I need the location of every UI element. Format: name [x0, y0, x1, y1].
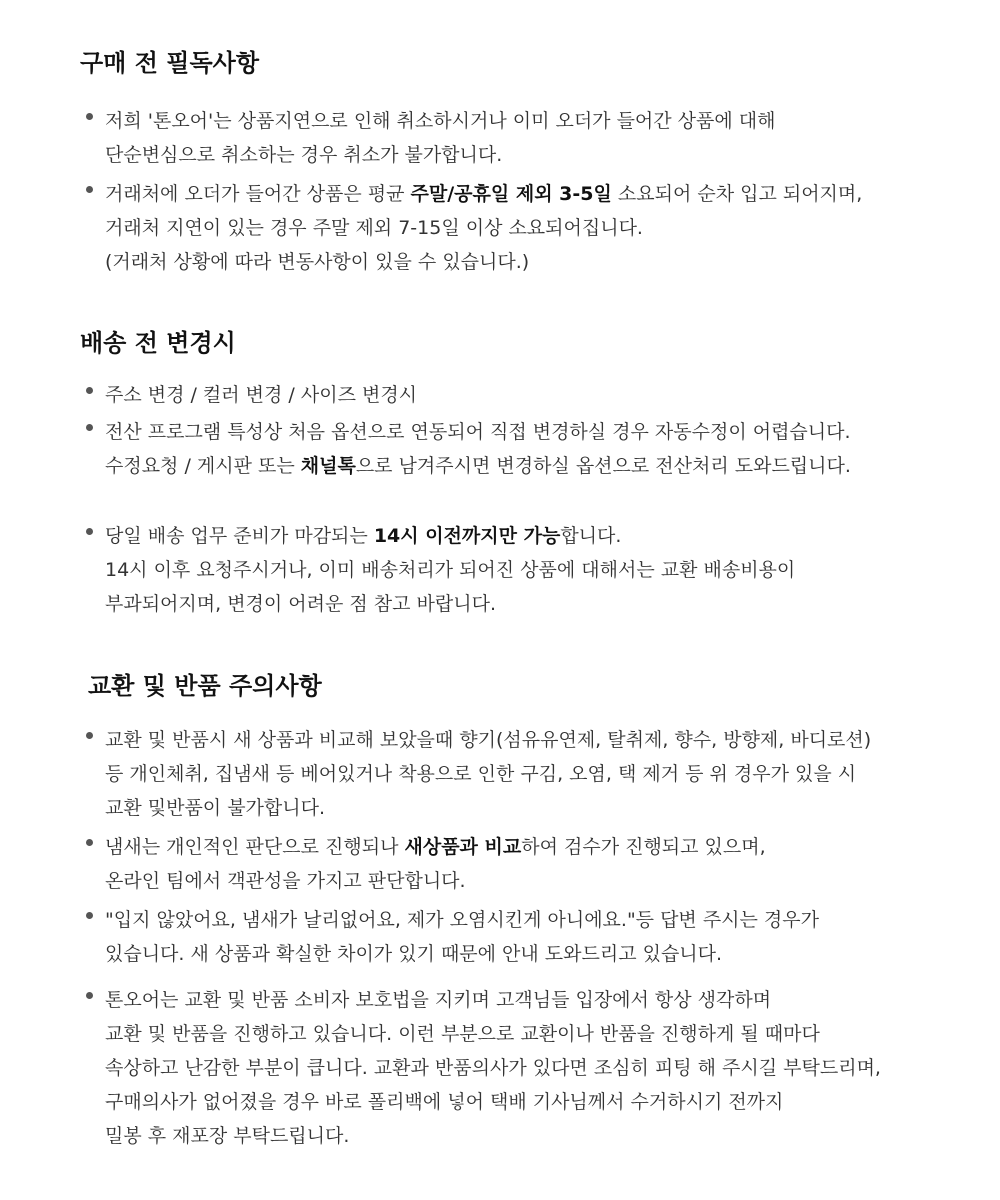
notice-line: (거래처 상황에 따라 변동사항이 있을 수 있습니다.)	[105, 251, 530, 273]
bullet-icon	[86, 732, 93, 739]
notice-line: 교환 및 반품시 새 상품과 비교해 보았을때 향기(섬유유연제, 탈취제, 향수, 방향제, 바디로션)	[105, 729, 872, 751]
notice-line: 교환 및반품이 불가합니다.	[105, 797, 326, 819]
section-heading-before-shipping: 배송 전 변경시	[80, 329, 236, 357]
bullet-icon	[86, 113, 93, 120]
bullet-icon	[86, 186, 93, 193]
notice-line: "입지 않았어요, 냄새가 날리없어요, 제가 오염시킨게 아니에요."등 답변 주시는 경우가	[105, 909, 819, 931]
notice-line: 밀봉 후 재포장 부탁드립니다.	[105, 1125, 350, 1147]
notice-line: 거래처 지연이 있는 경우 주말 제외 7-15일 이상 소요되어집니다.	[105, 217, 643, 239]
emphasis-text: 채널톡	[300, 455, 356, 477]
notice-line: 등 개인체취, 집냄새 등 베어있거나 착용으로 인한 구김, 오염, 택 제거 등 위 경우가 있을 시	[105, 763, 857, 785]
notice-line: 교환 및 반품을 진행하고 있습니다. 이런 부분으로 교환이나 반품을 진행하게 될 때마다	[105, 1023, 820, 1045]
notice-line: 거래처에 오더가 들어간 상품은 평균 주말/공휴일 제외 3-5일 소요되어 순차 입고 되어지며,	[105, 183, 863, 205]
emphasis-text: 14시 이전까지만 가능	[373, 525, 561, 547]
emphasis-text: 새상품과 비교	[404, 836, 522, 858]
bullet-icon	[86, 912, 93, 919]
bullet-icon	[86, 528, 93, 535]
notice-line: 구매의사가 없어졌을 경우 바로 폴리백에 넣어 택배 기사님께서 수거하시기 전까지	[105, 1091, 784, 1113]
section-heading-exchange-return: 교환 및 반품 주의사항	[88, 672, 322, 700]
notice-line: 주소 변경 / 컬러 변경 / 사이즈 변경시	[105, 384, 418, 406]
notice-line: 속상하고 난감한 부분이 큽니다. 교환과 반품의사가 있다면 조심히 피팅 해 주시길 부탁드리며,	[105, 1057, 881, 1079]
bullet-icon	[86, 992, 93, 999]
notice-line: 톤오어는 교환 및 반품 소비자 보호법을 지키며 고객님들 입장에서 항상 생각하며	[105, 989, 772, 1011]
notice-line: 단순변심으로 취소하는 경우 취소가 불가합니다.	[105, 144, 503, 166]
notice-line: 냄새는 개인적인 판단으로 진행되나 새상품과 비교하여 검수가 진행되고 있으며,	[105, 836, 766, 858]
notice-line: 부과되어지며, 변경이 어려운 점 참고 바랍니다.	[105, 593, 497, 615]
notice-line: 전산 프로그램 특성상 처음 옵션으로 연동되어 직접 변경하실 경우 자동수정이 어렵습니다.	[105, 421, 851, 443]
notice-line: 당일 배송 업무 준비가 마감되는 14시 이전까지만 가능합니다.	[105, 525, 622, 547]
notice-line: 14시 이후 요청주시거나, 이미 배송처리가 되어진 상품에 대해서는 교환 배송비용이	[105, 559, 796, 581]
notice-line: 수정요청 / 게시판 또는 채널톡으로 남겨주시면 변경하실 옵션으로 전산처리 도와드립니다.	[105, 455, 851, 477]
notice-line: 있습니다. 새 상품과 확실한 차이가 있기 때문에 안내 도와드리고 있습니다.	[105, 943, 723, 965]
emphasis-text: 주말/공휴일 제외 3-5일	[410, 183, 612, 205]
section-heading-before-purchase: 구매 전 필독사항	[80, 49, 259, 77]
bullet-icon	[86, 424, 93, 431]
bullet-icon	[86, 387, 93, 394]
notice-line: 온라인 팀에서 객관성을 가지고 판단합니다.	[105, 870, 466, 892]
notice-line: 저희 '톤오어'는 상품지연으로 인해 취소하시거나 이미 오더가 들어간 상품에 대해	[105, 110, 776, 132]
bullet-icon	[86, 839, 93, 846]
